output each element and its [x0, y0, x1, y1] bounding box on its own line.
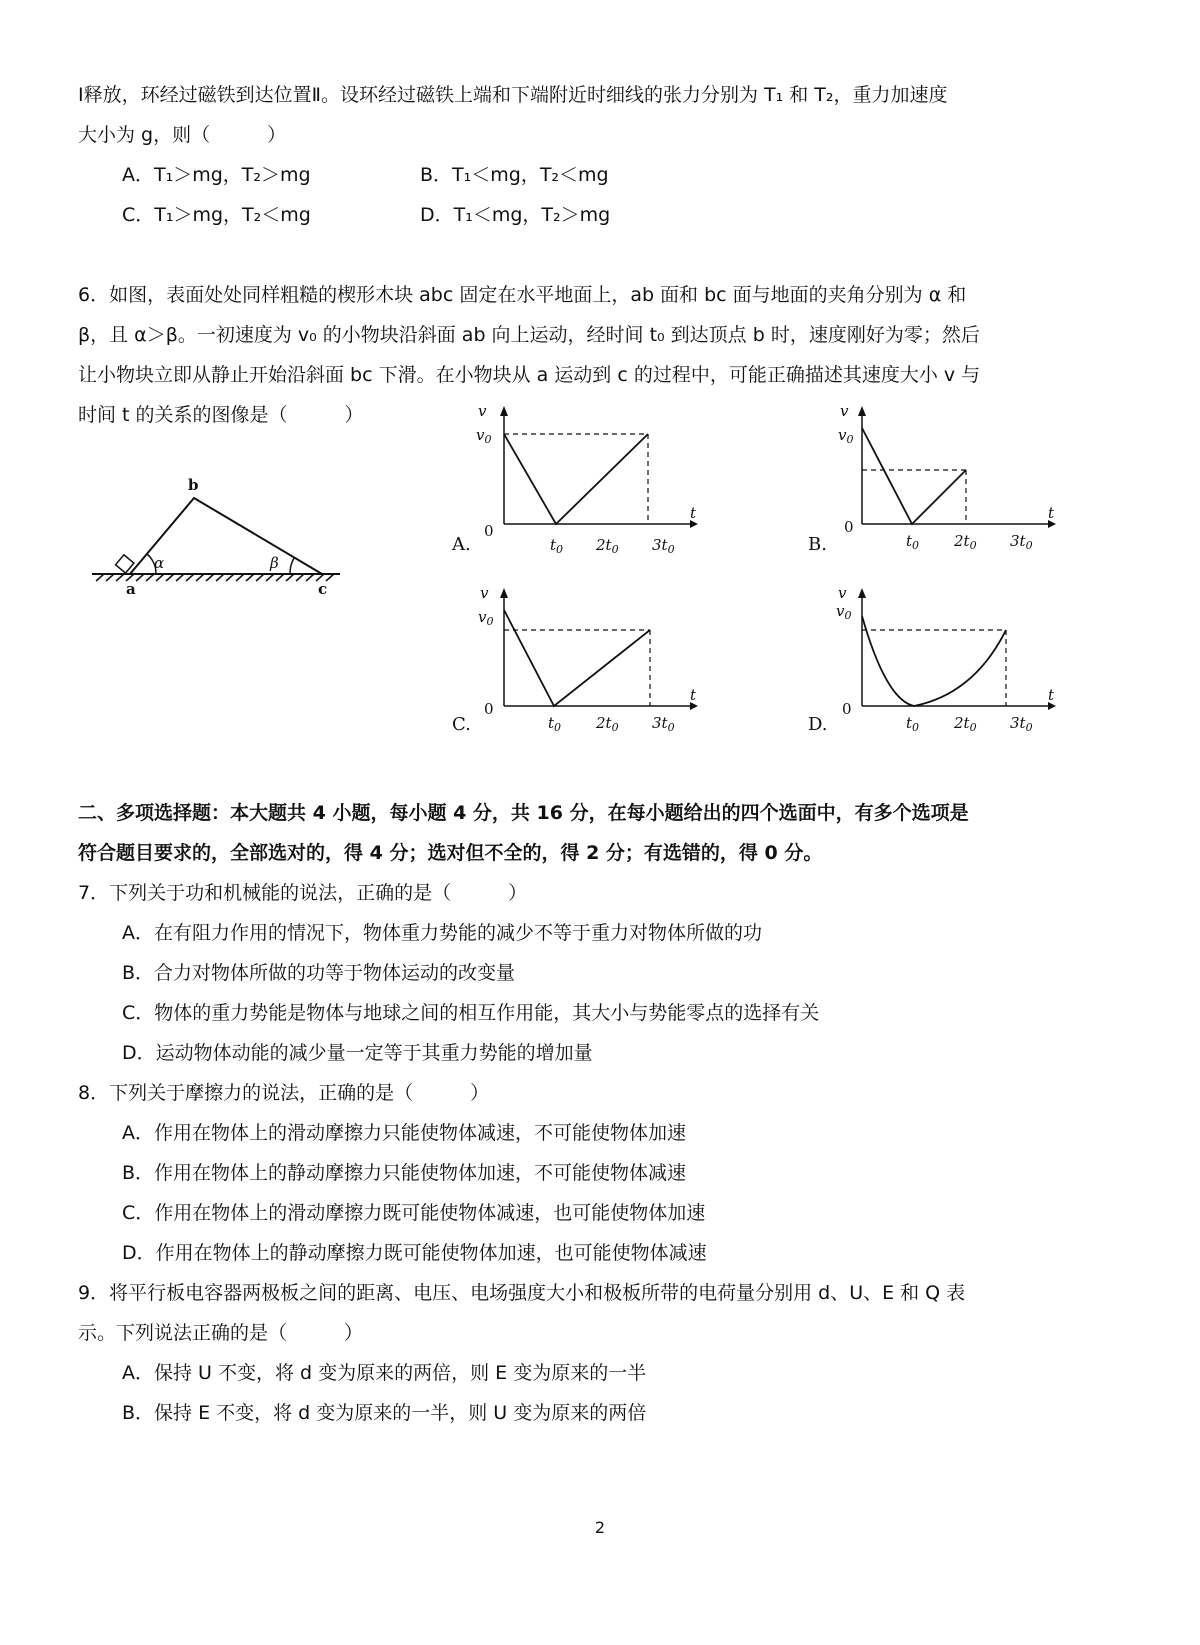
vertex-b-label: b — [188, 476, 199, 494]
q7-option-b: B．合力对物体所做的功等于物体运动的改变量 — [122, 962, 516, 984]
v-axis-arrow — [858, 406, 866, 416]
velocity-curve — [504, 434, 648, 524]
v-axis-label: v — [838, 584, 847, 602]
v-axis-arrow — [858, 588, 866, 598]
q8-stem: 8．下列关于摩擦力的说法，正确的是（ ） — [78, 1082, 490, 1104]
graph-c — [476, 582, 706, 742]
tick-t0: $t_0$ — [906, 532, 920, 552]
v-axis-label: v — [840, 402, 849, 420]
q9-stem-line1: 9．将平行板电容器两极板之间的距离、电压、电场强度大小和极板所带的电荷量分别用 d、U、E 和 Q 表 — [78, 1282, 966, 1304]
section2-heading-line1: 二、多项选择题：本大题共 4 小题，每小题 4 分，共 16 分，在每小题给出的四个选面中，有多个选项是 — [78, 802, 969, 824]
v0-label: $v_0$ — [838, 426, 854, 446]
beta-arc — [290, 558, 294, 574]
t-axis-label: t — [1048, 686, 1055, 704]
velocity-curve — [504, 610, 650, 706]
q5-option-d: D．T₁＜mg，T₂＞mg — [420, 204, 611, 226]
tick-3t0: $3t_0$ — [652, 714, 675, 734]
section2-heading-line2: 符合题目要求的，全部选对的，得 4 分；选对但不全的，得 2 分；有选错的，得 0 分。 — [78, 842, 823, 864]
t-axis-label: t — [1048, 504, 1055, 522]
q9-option-a: A．保持 U 不变，将 d 变为原来的两倍，则 E 变为原来的一半 — [122, 1362, 647, 1384]
alpha-label: α — [154, 554, 165, 572]
q7-option-c: C．物体的重力势能是物体与地球之间的相互作用能，其大小与势能零点的选择有关 — [122, 1002, 820, 1024]
q7-option-a: A．在有阻力作用的情况下，物体重力势能的减少不等于重力对物体所做的功 — [122, 922, 762, 944]
t-axis-label: t — [690, 504, 697, 522]
origin-label: 0 — [484, 700, 494, 718]
q8-option-d: D．作用在物体上的静动摩擦力既可能使物体加速，也可能使物体减速 — [122, 1242, 707, 1264]
v0-label: $v_0$ — [476, 426, 492, 446]
v-axis-label: v — [480, 584, 489, 602]
q8-option-a: A．作用在物体上的滑动摩擦力只能使物体减速，不可能使物体加速 — [122, 1122, 686, 1144]
block-on-slope — [116, 555, 134, 573]
tick-2t0: $2t_0$ — [596, 714, 619, 734]
q7-option-d: D．运动物体动能的减少量一定等于其重力势能的增加量 — [122, 1042, 593, 1064]
t-axis-label: t — [690, 686, 697, 704]
graph-b — [834, 400, 1064, 560]
q5-option-a: A．T₁＞mg，T₂＞mg — [122, 164, 311, 186]
q6-stem-line4: 时间 t 的关系的图像是（ ） — [78, 404, 364, 426]
q6-stem-line3: 让小物块立即从静止开始沿斜面 bc 下滑。在小物块从 a 运动到 c 的过程中，可能正确描述其速度大小 v 与 — [78, 364, 981, 386]
q6-stem-line1: 6．如图，表面处处同样粗糙的楔形木块 abc 固定在水平地面上，ab 面和 bc 面与地面的夹角分别为 α 和 — [78, 284, 967, 306]
wedge-figure — [90, 470, 350, 600]
tick-3t0: $3t_0$ — [652, 536, 675, 556]
velocity-curve — [862, 428, 966, 524]
tick-3t0: $3t_0$ — [1010, 714, 1033, 734]
origin-label: 0 — [484, 522, 494, 540]
vertex-a-label: a — [126, 580, 136, 598]
tick-t0: $t_0$ — [906, 714, 920, 734]
tick-2t0: $2t_0$ — [596, 536, 619, 556]
q9-stem-line2: 示。下列说法正确的是（ ） — [78, 1322, 364, 1344]
tick-t0: $t_0$ — [550, 536, 564, 556]
graph-b-label: B. — [808, 534, 827, 555]
page-number: 2 — [594, 1518, 606, 1537]
q5-option-b: B．T₁＜mg，T₂＜mg — [420, 164, 609, 186]
tick-2t0: $2t_0$ — [954, 714, 977, 734]
q5-stem-line2: 大小为 g，则（ ） — [78, 124, 287, 146]
graph-a-label: A. — [452, 534, 471, 555]
q5-option-c: C．T₁＞mg，T₂＜mg — [122, 204, 311, 226]
graph-d — [834, 582, 1064, 742]
tick-2t0: $2t_0$ — [954, 532, 977, 552]
v0-label: $v_0$ — [478, 608, 494, 628]
q8-option-c: C．作用在物体上的滑动摩擦力既可能使物体减速，也可能使物体加速 — [122, 1202, 706, 1224]
q7-stem: 7．下列关于功和机械能的说法，正确的是（ ） — [78, 882, 528, 904]
v0-label: $v_0$ — [836, 602, 852, 622]
v-axis-label: v — [478, 402, 487, 420]
beta-label: β — [270, 554, 279, 572]
tick-t0: $t_0$ — [548, 714, 562, 734]
q8-option-b: B．作用在物体上的静动摩擦力只能使物体加速，不可能使物体减速 — [122, 1162, 687, 1184]
origin-label: 0 — [842, 700, 852, 718]
v-axis-arrow — [500, 588, 508, 598]
q9-option-b: B．保持 E 不变，将 d 变为原来的一半，则 U 变为原来的两倍 — [122, 1402, 647, 1424]
vertex-c-label: c — [318, 580, 328, 598]
v-axis-arrow — [500, 406, 508, 416]
graph-a — [476, 400, 706, 560]
q6-stem-line2: β，且 α＞β。一初速度为 v₀ 的小物块沿斜面 ab 向上运动，经时间 t₀ 到达顶点 b 时，速度刚好为零；然后 — [78, 324, 980, 346]
q5-stem-line1: Ⅰ释放，环经过磁铁到达位置Ⅱ。设环经过磁铁上端和下端附近时细线的张力分别为 T₁ 和 T₂，重力加速度 — [78, 84, 948, 106]
graph-d-label: D. — [808, 714, 828, 735]
tick-3t0: $3t_0$ — [1010, 532, 1033, 552]
origin-label: 0 — [844, 518, 854, 536]
graph-c-label: C. — [452, 714, 471, 735]
